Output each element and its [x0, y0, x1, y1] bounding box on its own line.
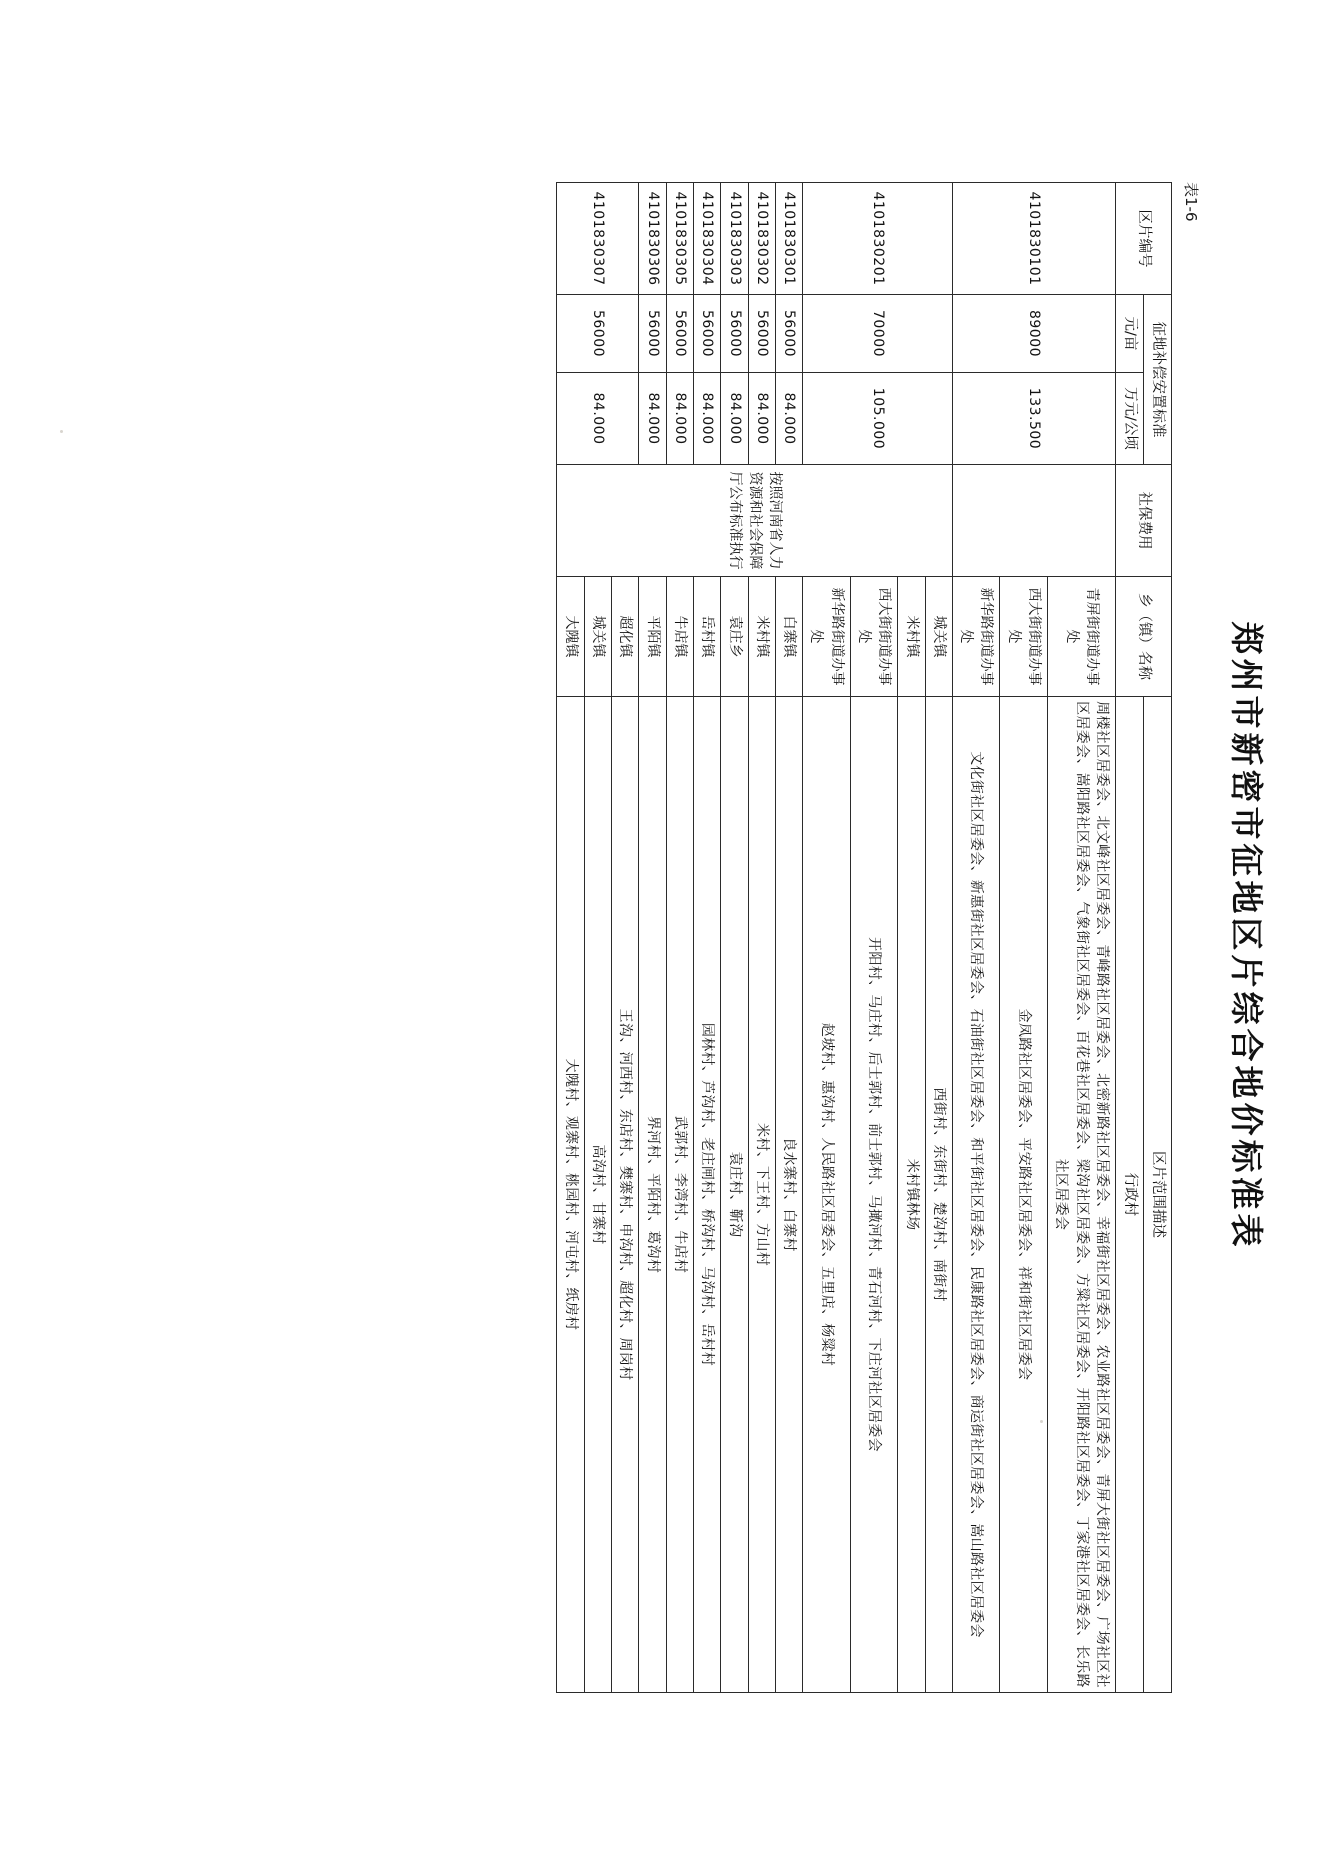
- table-label: 表1-6: [1182, 182, 1200, 222]
- cell-area-description: 金凤路社区居委会、平安路社区居委会、祥和街社区居委会: [1000, 697, 1048, 1693]
- cell-township: 青屏街街道办事处: [1048, 577, 1116, 697]
- cell-area-id: 4101830201: [803, 183, 953, 295]
- table-row: [1048, 183, 1116, 1693]
- cell-area-description: 米村、下王村、方山村: [748, 697, 775, 1693]
- cell-area-description: 开阳村、马庄村、后士郭村、前士郭村、马撖河村、青石河村、下庄河社区居委会: [850, 697, 898, 1693]
- cell-township: 新华路街道办事处: [803, 577, 851, 697]
- cell-township: 西大街街道办事处: [1000, 577, 1048, 697]
- cell-area-description: 周楼社区居委会、北文峰社区居委会、青峰路社区居委会、北密新路社区居委会、幸福街社区居委会、农业路社区居委会、青屏大街社区居委会、广场社区社区居委会、嵩阳路社区居委会、气象街社区居委会、百花巷社区居委会、梁沟社区居委会、方粱社区居委会、开阳路社区居委会、丁家港社区居委会、长乐路社区居委会: [1048, 697, 1116, 1693]
- cell-wan-per-hectare: 84.000: [666, 373, 693, 465]
- cell-wan-per-hectare: 84.000: [721, 373, 748, 465]
- table-row: [775, 183, 802, 1693]
- cell-township: 袁庄乡: [721, 577, 748, 697]
- cell-township: 岳村镇: [693, 577, 720, 697]
- header-area-id: 区片编号: [1115, 183, 1171, 295]
- cell-township: 白寨镇: [775, 577, 802, 697]
- cell-wan-per-hectare: 84.000: [557, 373, 639, 465]
- cell-area-description: 王沟、河西村、东店村、樊寨村、申沟村、超化村、周岗村: [612, 697, 639, 1693]
- table-row: [925, 183, 952, 1693]
- table-row: [748, 183, 775, 1693]
- cell-wan-per-hectare: 105.000: [803, 373, 953, 465]
- page-title: 郑州市新密市征地区片综合地价标准表: [1227, 621, 1266, 1251]
- header-wan-per-hectare: 万元/公顷: [1115, 373, 1143, 465]
- cell-yuan-per-mu: 56000: [557, 295, 639, 373]
- cell-wan-per-hectare: 84.000: [748, 373, 775, 465]
- cell-township: 大隗镇: [557, 577, 584, 697]
- cell-area-description: 界河村、平陌村、葛沟村: [639, 697, 666, 1693]
- table-row: [693, 183, 720, 1693]
- cell-township: 西大街街道办事处: [850, 577, 898, 697]
- header-compensation-group: 征地补偿安置标准: [1143, 295, 1171, 465]
- cell-area-description: 米村镇林场: [898, 697, 925, 1693]
- table-row: [721, 183, 748, 1693]
- cell-area-id: 4101830101: [952, 183, 1115, 295]
- cell-area-description: 袁庄村、靳沟: [721, 697, 748, 1693]
- cell-yuan-per-mu: 56000: [748, 295, 775, 373]
- header-township: 乡（镇）名称: [1115, 577, 1171, 697]
- header-administrative-village: 行政村: [1115, 697, 1143, 1693]
- cell-wan-per-hectare: 84.000: [693, 373, 720, 465]
- cell-township: 新华路街道办事处: [952, 577, 1000, 697]
- table-header-row-2: [1115, 183, 1143, 1693]
- cell-area-id: 4101830301: [775, 183, 802, 295]
- cell-area-id: 4101830307: [557, 183, 639, 295]
- cell-area-description: 园林村、芦沟村、老庄闸村、桥沟村、马沟村、岳村村: [693, 697, 720, 1693]
- cell-yuan-per-mu: 56000: [775, 295, 802, 373]
- cell-area-id: 4101830306: [639, 183, 666, 295]
- cell-yuan-per-mu: 56000: [721, 295, 748, 373]
- cell-yuan-per-mu: 56000: [693, 295, 720, 373]
- header-area-scope-group: 区片范围描述: [1143, 697, 1171, 1693]
- cell-area-description: 良水寨村、白寨村: [775, 697, 802, 1693]
- cell-township: 平陌镇: [639, 577, 666, 697]
- land-price-standard-table: [556, 182, 1172, 1693]
- cell-township: 牛店镇: [666, 577, 693, 697]
- cell-social-security: 按照河南省人力资源和社会保障厅公布标准执行: [557, 465, 952, 577]
- cell-township: 超化镇: [612, 577, 639, 697]
- table-row: [666, 183, 693, 1693]
- cell-area-description: 赵坡村、惠沟村、人民路社区居委会、五里店、杨粱村: [803, 697, 851, 1693]
- cell-area-id: 4101830305: [666, 183, 693, 295]
- header-social-security: 社保费用: [1115, 465, 1171, 577]
- cell-township: 城关镇: [925, 577, 952, 697]
- cell-area-description: 高沟村、甘寨村: [584, 697, 611, 1693]
- cell-area-id: 4101830302: [748, 183, 775, 295]
- cell-wan-per-hectare: 84.000: [775, 373, 802, 465]
- cell-yuan-per-mu: 89000: [952, 295, 1115, 373]
- table-row: [612, 183, 639, 1693]
- cell-area-description: 西街村、东街村、楚沟村、南街村: [925, 697, 952, 1693]
- cell-social-security: [952, 465, 1115, 577]
- cell-yuan-per-mu: 56000: [666, 295, 693, 373]
- cell-area-description: 文化街社区居委会、新惠街社区居委会、石油街社区居委会、和平街社区居委会、民康路社区居委会、商运街社区居委会、嵩山路社区居委会: [952, 697, 1000, 1693]
- paper-speck: [1040, 1420, 1043, 1423]
- cell-area-description: 大隗村、观寨村、桃园村、河屯村、纸房村: [557, 697, 584, 1693]
- header-yuan-per-mu: 元/亩: [1115, 295, 1143, 373]
- cell-yuan-per-mu: 56000: [639, 295, 666, 373]
- paper-speck: [60, 430, 63, 433]
- cell-area-id: 4101830304: [693, 183, 720, 295]
- cell-township: 米村镇: [748, 577, 775, 697]
- cell-area-id: 4101830303: [721, 183, 748, 295]
- cell-township: 城关镇: [584, 577, 611, 697]
- table-header-row-1: [1143, 183, 1171, 1693]
- cell-yuan-per-mu: 70000: [803, 295, 953, 373]
- cell-township: 米村镇: [898, 577, 925, 697]
- cell-area-description: 武郭村、李湾村、牛店村: [666, 697, 693, 1693]
- cell-wan-per-hectare: 84.000: [639, 373, 666, 465]
- table-row: [639, 183, 666, 1693]
- cell-wan-per-hectare: 133.500: [952, 373, 1115, 465]
